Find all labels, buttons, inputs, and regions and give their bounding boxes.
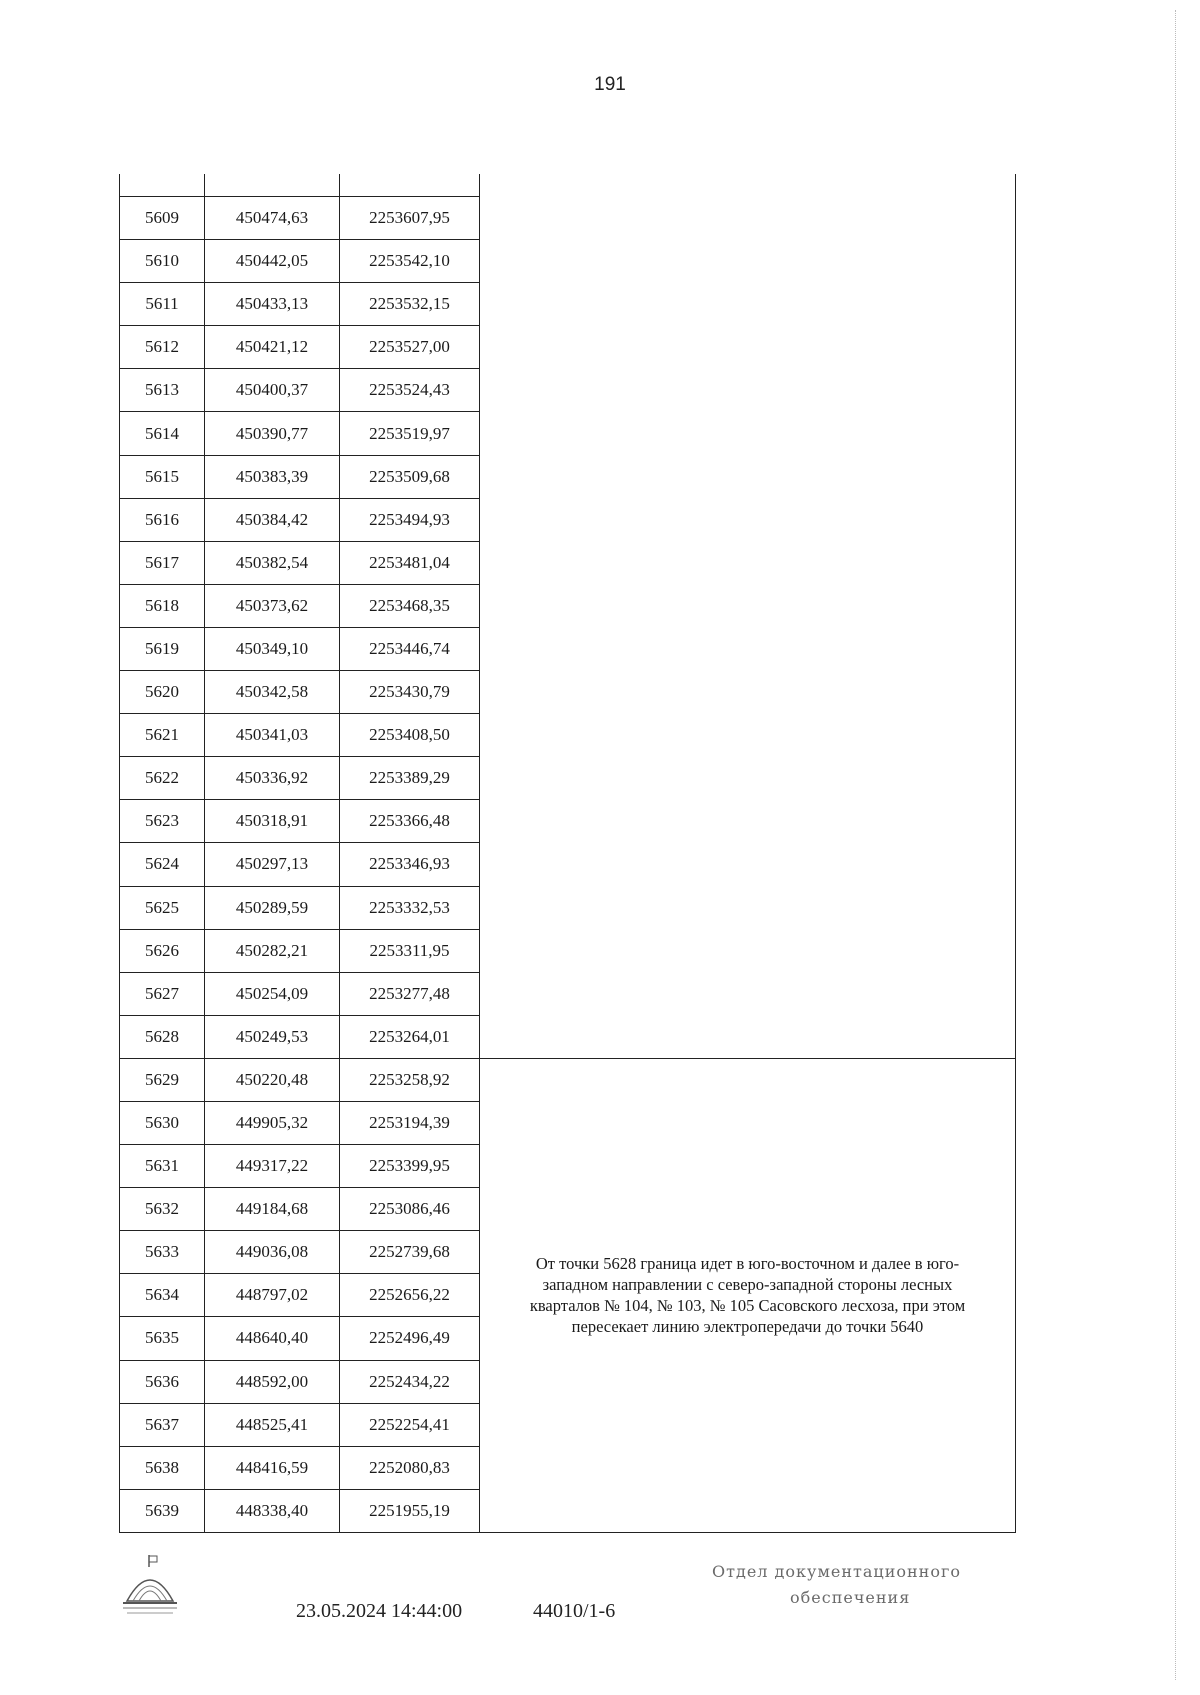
x-coordinate-cell: 450400,37 [205, 369, 340, 412]
point-number-cell: 5613 [120, 369, 205, 412]
y-coordinate-cell: 2252496,49 [340, 1317, 480, 1360]
point-number-cell: 5610 [120, 240, 205, 283]
table-row [120, 174, 1016, 197]
point-number-cell: 5626 [120, 929, 205, 972]
x-coordinate-cell: 450349,10 [205, 627, 340, 670]
boundary-description-cell: От точки 5628 граница идет в юго-восточном и далее в юго-западном направлении с северо-западной стороны лесных кварталов № 104, № 103, № 105 Сасовского лесхоза, при этом пересекает линию электропередачи до точки 5640 [480, 1058, 1016, 1532]
point-number-cell: 5609 [120, 197, 205, 240]
point-number-cell: 5614 [120, 412, 205, 455]
point-number-cell: 5618 [120, 584, 205, 627]
y-coordinate-cell: 2253194,39 [340, 1101, 480, 1144]
x-coordinate-cell: 450433,13 [205, 283, 340, 326]
y-coordinate-cell: 2253509,68 [340, 455, 480, 498]
x-coordinate-cell: 450384,42 [205, 498, 340, 541]
point-number-cell: 5629 [120, 1058, 205, 1101]
point-number-cell: 5633 [120, 1231, 205, 1274]
point-number-cell: 5636 [120, 1360, 205, 1403]
point-number-cell: 5625 [120, 886, 205, 929]
y-coordinate-cell: 2253086,46 [340, 1188, 480, 1231]
x-coordinate-cell: 448416,59 [205, 1446, 340, 1489]
scan-margin-marks [1175, 10, 1190, 1680]
y-coordinate-cell: 2252434,22 [340, 1360, 480, 1403]
department-stamp-line2: обеспечения [790, 1588, 911, 1607]
point-number-cell: 5631 [120, 1145, 205, 1188]
point-number-cell: 5622 [120, 757, 205, 800]
y-coordinate-cell: 2253408,50 [340, 714, 480, 757]
table-cell [340, 174, 480, 197]
point-number-cell: 5624 [120, 843, 205, 886]
description-cell-empty [480, 174, 1016, 1058]
x-coordinate-cell: 448797,02 [205, 1274, 340, 1317]
x-coordinate-cell: 448640,40 [205, 1317, 340, 1360]
y-coordinate-cell: 2253607,95 [340, 197, 480, 240]
y-coordinate-cell: 2253446,74 [340, 627, 480, 670]
point-number-cell: 5621 [120, 714, 205, 757]
y-coordinate-cell: 2253468,35 [340, 584, 480, 627]
y-coordinate-cell: 2253532,15 [340, 283, 480, 326]
point-number-cell: 5634 [120, 1274, 205, 1317]
y-coordinate-cell: 2253524,43 [340, 369, 480, 412]
point-number-cell: 5611 [120, 283, 205, 326]
point-number-cell: 5630 [120, 1101, 205, 1144]
point-number-cell: 5615 [120, 455, 205, 498]
point-number-cell: 5617 [120, 541, 205, 584]
y-coordinate-cell: 2253346,93 [340, 843, 480, 886]
point-number-cell: 5638 [120, 1446, 205, 1489]
x-coordinate-cell: 450297,13 [205, 843, 340, 886]
y-coordinate-cell: 2253311,95 [340, 929, 480, 972]
point-number-cell: 5620 [120, 671, 205, 714]
y-coordinate-cell: 2253542,10 [340, 240, 480, 283]
y-coordinate-cell: 2253494,93 [340, 498, 480, 541]
x-coordinate-cell: 450342,58 [205, 671, 340, 714]
point-number-cell: 5632 [120, 1188, 205, 1231]
page-number: 191 [594, 74, 626, 95]
point-number-cell: 5612 [120, 326, 205, 369]
coordinates-table [119, 174, 1016, 1533]
y-coordinate-cell: 2253389,29 [340, 757, 480, 800]
y-coordinate-cell: 2251955,19 [340, 1489, 480, 1532]
y-coordinate-cell: 2253430,79 [340, 671, 480, 714]
point-number-cell: 5628 [120, 1015, 205, 1058]
y-coordinate-cell: 2253366,48 [340, 800, 480, 843]
x-coordinate-cell: 450282,21 [205, 929, 340, 972]
coordinates-table-body [120, 174, 1016, 1532]
y-coordinate-cell: 2253519,97 [340, 412, 480, 455]
x-coordinate-cell: 450220,48 [205, 1058, 340, 1101]
footer-document-number: 44010/1-6 [533, 1600, 616, 1622]
x-coordinate-cell: 450249,53 [205, 1015, 340, 1058]
x-coordinate-cell: 450382,54 [205, 541, 340, 584]
y-coordinate-cell: 2253527,00 [340, 326, 480, 369]
x-coordinate-cell: 450421,12 [205, 326, 340, 369]
y-coordinate-cell: 2253264,01 [340, 1015, 480, 1058]
point-number-cell: 5623 [120, 800, 205, 843]
x-coordinate-cell: 450254,09 [205, 972, 340, 1015]
y-coordinate-cell: 2253481,04 [340, 541, 480, 584]
x-coordinate-cell: 450289,59 [205, 886, 340, 929]
x-coordinate-cell: 450442,05 [205, 240, 340, 283]
organization-logo [119, 1553, 181, 1617]
point-number-cell: 5637 [120, 1403, 205, 1446]
point-number-cell: 5619 [120, 627, 205, 670]
x-coordinate-cell: 448338,40 [205, 1489, 340, 1532]
x-coordinate-cell: 448525,41 [205, 1403, 340, 1446]
table-cell [205, 174, 340, 197]
point-number-cell: 5627 [120, 972, 205, 1015]
x-coordinate-cell: 450383,39 [205, 455, 340, 498]
x-coordinate-cell: 450373,62 [205, 584, 340, 627]
x-coordinate-cell: 450474,63 [205, 197, 340, 240]
x-coordinate-cell: 450390,77 [205, 412, 340, 455]
table-cell [120, 174, 205, 197]
y-coordinate-cell: 2253258,92 [340, 1058, 480, 1101]
x-coordinate-cell: 449036,08 [205, 1231, 340, 1274]
y-coordinate-cell: 2252739,68 [340, 1231, 480, 1274]
footer-timestamp: 23.05.2024 14:44:00 [296, 1600, 463, 1622]
x-coordinate-cell: 450336,92 [205, 757, 340, 800]
point-number-cell: 5635 [120, 1317, 205, 1360]
y-coordinate-cell: 2253399,95 [340, 1145, 480, 1188]
department-stamp-line1: Отдел документационного [712, 1562, 961, 1581]
x-coordinate-cell: 449184,68 [205, 1188, 340, 1231]
y-coordinate-cell: 2253332,53 [340, 886, 480, 929]
coordinates-table-wrapper [119, 174, 1015, 1533]
x-coordinate-cell: 450318,91 [205, 800, 340, 843]
y-coordinate-cell: 2253277,48 [340, 972, 480, 1015]
x-coordinate-cell: 450341,03 [205, 714, 340, 757]
y-coordinate-cell: 2252254,41 [340, 1403, 480, 1446]
y-coordinate-cell: 2252080,83 [340, 1446, 480, 1489]
point-number-cell: 5616 [120, 498, 205, 541]
table-row [120, 1058, 1016, 1101]
point-number-cell: 5639 [120, 1489, 205, 1532]
x-coordinate-cell: 449317,22 [205, 1145, 340, 1188]
y-coordinate-cell: 2252656,22 [340, 1274, 480, 1317]
x-coordinate-cell: 449905,32 [205, 1101, 340, 1144]
x-coordinate-cell: 448592,00 [205, 1360, 340, 1403]
